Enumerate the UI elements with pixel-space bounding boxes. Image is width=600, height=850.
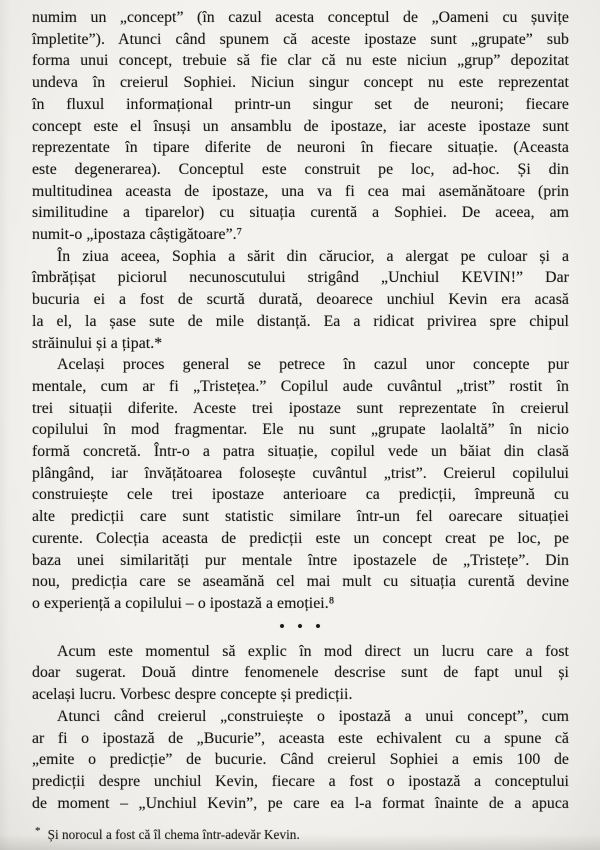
text-line: construiește cele trei ipostaze anterioare ca predicții, împreună cu xyxy=(32,486,569,504)
text-line: forma unui concept, trebuie să fie clar că nu este niciun „grup” depozitat xyxy=(32,52,569,70)
footnote-text: Și norocul a fost că îl chema într-adevăr Kevin. xyxy=(47,827,300,843)
text-line: multitudinea aceasta de ipostaze, una va fi cea mai asemănătoare (prin xyxy=(32,182,569,200)
text-line: este degenerarea). Conceptul este construit pe loc, ad-hoc. Și din xyxy=(32,160,569,178)
page-text-column xyxy=(32,7,569,843)
text-line: nou, predicția care se aseamănă cel mai mult cu situația curentă devine xyxy=(32,573,569,591)
text-line: numit-o „ipostaza câștigătoare”.⁷ xyxy=(32,226,243,244)
text-line: copilului în mod fragmentar. Ele nu sunt „grupate laolaltă” în nicio xyxy=(32,421,569,439)
text-line: reprezentate în tipare diferite de neuroni în fiecare situație. (Aceasta xyxy=(32,139,569,157)
paragraph xyxy=(32,354,569,614)
text-line: ar fi o ipostază de „Bucurie”, aceasta este echivalent cu a spune că xyxy=(32,729,569,747)
text-block-top xyxy=(32,7,569,615)
text-line: curente. Colecția aceasta de predicții este un concept creat pe loc, pe xyxy=(32,529,569,547)
text-line: străinului și a țipat.* xyxy=(32,334,163,352)
text-line: doar sugerat. Două dintre fenomenele descrise sunt de fapt unul și xyxy=(32,664,569,682)
text-line: la el, la șase sute de mile distanță. Ea a ridicat privirea spre chipul xyxy=(32,312,569,330)
text-line: În ziua aceea, Sophia a sărit din cărucior, a alergat pe culoar și a xyxy=(57,247,569,265)
text-line: o experiență a copilului – o ipostază a emoției.⁸ xyxy=(32,594,335,612)
text-line: bucuria ei a fost de scurtă durată, deoarece unchiul Kevin era acasă xyxy=(32,291,569,309)
text-line: Acum este momentul să explic în mod direct un lucru care a fost xyxy=(57,642,569,660)
text-line: Atunci când creierul „construiește o ipostază a unui concept”, cum xyxy=(57,707,569,725)
paragraph xyxy=(32,706,569,815)
text-line: predicții despre unchiul Kevin, fiecare a fost o ipostază a conceptului xyxy=(32,772,569,790)
paragraph xyxy=(32,7,569,246)
text-block-bottom xyxy=(32,641,569,815)
text-line: de moment – „Unchiul Kevin”, pe care ea l-a format înainte de a apuca xyxy=(32,794,569,812)
text-line: mentale, cum ar fi „Tristețea.” Copilul aude cuvântul „trist” rostit în xyxy=(32,377,569,395)
footnote-marker: * xyxy=(35,825,41,838)
text-line: trei situații diferite. Aceste trei ipostaze sunt reprezentate în creierul xyxy=(32,399,569,417)
paragraph xyxy=(32,246,569,355)
text-line: undeva în creierul Sophiei. Niciun singur concept nu este reprezentat xyxy=(32,74,569,92)
text-line: plângând, iar învățătoarea folosește cuvântul „trist”. Creierul copilului xyxy=(32,464,569,482)
text-line: în fluxul informațional printr-un singur set de neuroni; fiecare xyxy=(32,95,569,113)
text-line: concept este el însuși un ansamblu de ipostaze, iar aceste ipostaze sunt xyxy=(32,117,569,135)
text-line: similitudine a tiparelor) cu situația curentă a Sophiei. De aceea, am xyxy=(32,204,569,222)
text-line: alte predicții care sunt statistic similare într-un fel oarecare situației xyxy=(32,508,569,526)
paragraph xyxy=(32,641,569,706)
text-line: același lucru. Vorbesc despre concepte și predicții. xyxy=(32,686,353,704)
section-separator: • • • xyxy=(279,618,322,635)
text-line: baza unei similarități pur mentale între ipostazele de „Tristețe”. Din xyxy=(32,551,569,569)
footnote xyxy=(32,823,569,843)
text-line: Același proces general se petrece în cazul unor concepte pur xyxy=(57,356,569,374)
text-line: împletite”). Atunci când spunem că aceste ipostaze sunt „grupate” sub xyxy=(32,30,569,48)
text-line: numim un „concept” (în cazul acesta conceptul de „Oameni cu șuvițe xyxy=(32,9,569,26)
text-line: îmbrățișat piciorul necunoscutului strigând „Unchiul KEVIN!” Dar xyxy=(32,269,569,287)
text-line: „emite o predicție” de bucurie. Când creierul Sophiei a emis 100 de xyxy=(32,751,569,769)
text-line: formă concretă. Într-o a patra situație, copilul vede un băiat din clasă xyxy=(32,443,569,461)
